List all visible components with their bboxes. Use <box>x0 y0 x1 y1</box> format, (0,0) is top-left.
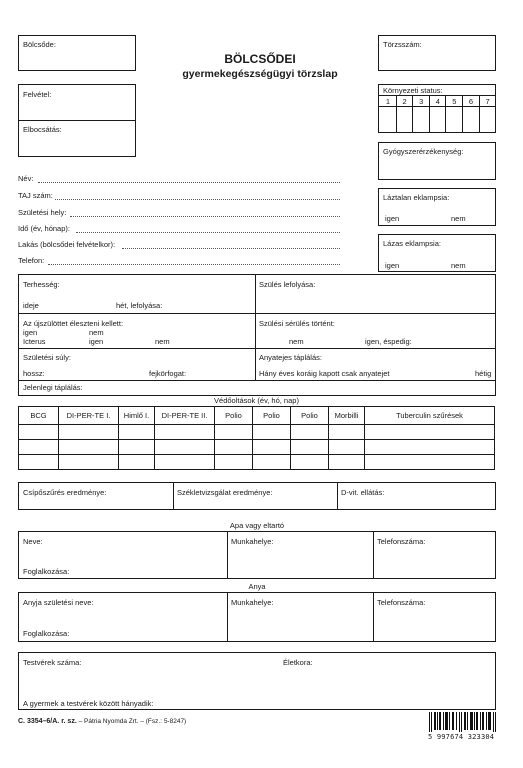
vac-cell[interactable] <box>59 455 119 470</box>
hossz-label: hossz: <box>23 369 45 378</box>
vac-cell[interactable] <box>155 455 215 470</box>
szulesi-serules-igen: igen, éspedig: <box>365 337 412 346</box>
vac-col-polio-1: Polio <box>215 407 253 425</box>
vac-cell[interactable] <box>215 455 253 470</box>
father-foglalkozasa-label: Foglalkozása: <box>23 567 70 576</box>
mother-box <box>18 592 496 642</box>
mother-section-title: Anya <box>248 582 266 591</box>
mother-divider-1 <box>227 593 228 641</box>
hany-eves-label: Hány éves koráig kapott csak anyatejet <box>259 369 390 378</box>
eletkora-label: Életkora: <box>283 658 313 667</box>
szulesi-serules-nem: nem <box>289 337 304 346</box>
icterus-igen: igen <box>89 337 104 346</box>
hanyadik-label: A gyermek a testvérek között hányadik: <box>23 699 154 708</box>
tests-box <box>18 482 496 510</box>
taj-line <box>55 199 340 200</box>
footer <box>18 718 186 725</box>
icterus-nem: nem <box>155 337 170 346</box>
vac-cell[interactable] <box>59 425 119 440</box>
lazas-yes: igen <box>385 261 400 270</box>
vac-col-diperte2: DI-PER-TE II. <box>155 407 215 425</box>
nev-label: Név: <box>18 174 34 183</box>
bolcsode-box <box>18 35 136 71</box>
szulesi-serules-label: Szülési sérülés történt: <box>259 319 335 328</box>
lazas-label: Lázas eklampsia: <box>383 239 441 248</box>
torzsszam-label: Törzsszám: <box>383 40 422 49</box>
environment-num-1: 1 <box>385 97 391 106</box>
ujszulott-label: Az újszülöttet éleszteni kellett: <box>23 319 124 328</box>
vac-col-morbilli: Morbilli <box>329 407 365 425</box>
felvetel-divider <box>19 120 135 121</box>
vac-cell[interactable] <box>119 455 155 470</box>
publisher-text: – Pátria Nyomda Zrt. – (Fsz.: 5-8247) <box>76 718 187 725</box>
elbocsatas-label: Elbocsátás: <box>23 125 62 134</box>
mother-szuletesi-neve-label: Anyja születési neve: <box>23 598 94 607</box>
form-subtitle: gyermekegészségügyi törzslap <box>182 68 338 80</box>
bolcsode-label: Bölcsőde: <box>23 40 56 49</box>
jelenlegi-label: Jelenlegi táplálás: <box>23 383 83 392</box>
vac-cell[interactable] <box>329 455 365 470</box>
vac-col-himlo: Himlő I. <box>119 407 155 425</box>
father-munkahelye-label: Munkahelye: <box>231 537 274 546</box>
vac-cell[interactable] <box>119 440 155 455</box>
environment-num-3: 3 <box>419 97 424 106</box>
vac-cell[interactable] <box>329 440 365 455</box>
torzsszam-box <box>378 35 496 71</box>
nev-line <box>38 182 340 183</box>
felvetel-label: Felvétel: <box>23 90 52 99</box>
vaccination-row <box>19 425 495 440</box>
vac-cell[interactable] <box>155 440 215 455</box>
form-title: BÖLCSŐDEI <box>224 52 296 66</box>
medical-box <box>18 274 496 396</box>
lazas-no: nem <box>451 261 466 270</box>
environment-num-4: 4 <box>435 97 440 106</box>
szeklet-label: Székletvizsgálat eredménye: <box>177 488 273 497</box>
terhesseg-label: Terhesség: <box>23 280 60 289</box>
lazas-box <box>378 234 496 272</box>
vac-col-polio-3: Polio <box>291 407 329 425</box>
vac-col-tuberculin: Tuberculin szűrések <box>365 407 495 425</box>
vac-cell[interactable] <box>19 425 59 440</box>
vaccination-row <box>19 440 495 455</box>
vac-cell[interactable] <box>365 440 495 455</box>
ido-line <box>76 232 340 233</box>
vac-cell[interactable] <box>155 425 215 440</box>
vac-cell[interactable] <box>19 440 59 455</box>
hetig-label: hétig <box>475 369 492 378</box>
vac-cell[interactable] <box>291 425 329 440</box>
vac-cell[interactable] <box>253 455 291 470</box>
vac-cell[interactable] <box>291 455 329 470</box>
environment-box <box>378 84 496 133</box>
vac-col-bcg: BCG <box>19 407 59 425</box>
vac-cell[interactable] <box>253 425 291 440</box>
testverek-label: Testvérek száma: <box>23 658 82 667</box>
vaccination-table <box>18 406 495 470</box>
laztalan-label: Láztalan eklampsia: <box>383 193 450 202</box>
szuletesi-suly-label: Születési súly: <box>23 353 71 362</box>
gyogyszer-label: Gyógyszerérzékenység: <box>383 147 464 156</box>
vac-cell[interactable] <box>291 440 329 455</box>
laztalan-no: nem <box>451 214 466 223</box>
environment-num-7: 7 <box>485 97 490 106</box>
environment-label: Környezeti status: <box>383 86 443 95</box>
father-divider-2 <box>373 532 374 578</box>
vac-cell[interactable] <box>215 440 253 455</box>
ido-label: Idő (év, hónap): <box>18 224 70 233</box>
mother-foglalkozasa-label: Foglalkozása: <box>23 629 70 638</box>
fejkorfogat-label: fejkörfogat: <box>149 369 187 378</box>
vac-cell[interactable] <box>19 455 59 470</box>
het-label: hét, lefolyása: <box>116 301 163 310</box>
taj-label: TAJ szám: <box>18 191 53 200</box>
ujszulott-igen: igen <box>23 328 38 337</box>
vaccination-title: Védőoltások (év, hó, nap) <box>214 396 299 405</box>
mother-telefonszama-label: Telefonszáma: <box>377 598 426 607</box>
tests-divider-2 <box>337 483 338 509</box>
lakas-line <box>122 248 340 249</box>
vac-cell[interactable] <box>365 455 495 470</box>
barcode-bars <box>428 712 498 732</box>
father-box <box>18 531 496 579</box>
vac-cell[interactable] <box>253 440 291 455</box>
father-divider-1 <box>227 532 228 578</box>
form-code: C. 3354–6/A. r. sz. <box>18 718 77 725</box>
csiposzures-label: Csípőszűrés eredménye: <box>23 488 107 497</box>
szuletesi-hely-label: Születési hely: <box>18 208 67 217</box>
father-telefonszama-label: Telefonszáma: <box>377 537 426 546</box>
environment-num-2: 2 <box>402 97 407 106</box>
szuletesi-hely-line <box>70 216 340 217</box>
lakas-label: Lakás (bölcsődei felvételkor): <box>18 240 116 249</box>
vac-col-diperte1: DI-PER-TE I. <box>59 407 119 425</box>
tests-divider-1 <box>173 483 174 509</box>
telefon-line <box>48 264 340 265</box>
mother-munkahelye-label: Munkahelye: <box>231 598 274 607</box>
icterus-label: Icterus <box>23 337 46 346</box>
father-section-title: Apa vagy eltartó <box>229 521 285 530</box>
environment-num-5: 5 <box>452 97 457 106</box>
vac-col-polio-2: Polio <box>253 407 291 425</box>
vac-cell[interactable] <box>215 425 253 440</box>
szules-lefolyasa-label: Szülés lefolyása: <box>259 280 316 289</box>
environment-num-6: 6 <box>468 97 474 106</box>
laztalan-yes: igen <box>385 214 400 223</box>
ujszulott-nem: nem <box>89 328 104 337</box>
medical-row-2 <box>19 348 495 349</box>
barcode <box>428 712 498 740</box>
vac-cell[interactable] <box>119 425 155 440</box>
medical-mid-divider <box>255 275 256 381</box>
anyatej-label: Anyatejes táplálás: <box>259 353 322 362</box>
vac-cell[interactable] <box>329 425 365 440</box>
gyogyszer-box <box>378 142 496 180</box>
medical-row-1 <box>19 313 495 314</box>
barcode-number: 5 997674 323304 <box>428 733 495 741</box>
laztalan-box <box>378 188 496 226</box>
felvetel-box <box>18 84 136 157</box>
vac-cell[interactable] <box>365 425 495 440</box>
vac-cell[interactable] <box>59 440 119 455</box>
medical-row-3 <box>19 380 495 381</box>
father-neve-label: Neve: <box>23 537 43 546</box>
telefon-label: Telefon: <box>18 256 45 265</box>
siblings-box <box>18 652 496 710</box>
vaccination-row <box>19 455 495 470</box>
ideje-label: ideje <box>23 301 39 310</box>
dvit-label: D-vit. ellátás: <box>341 488 385 497</box>
mother-divider-2 <box>373 593 374 641</box>
